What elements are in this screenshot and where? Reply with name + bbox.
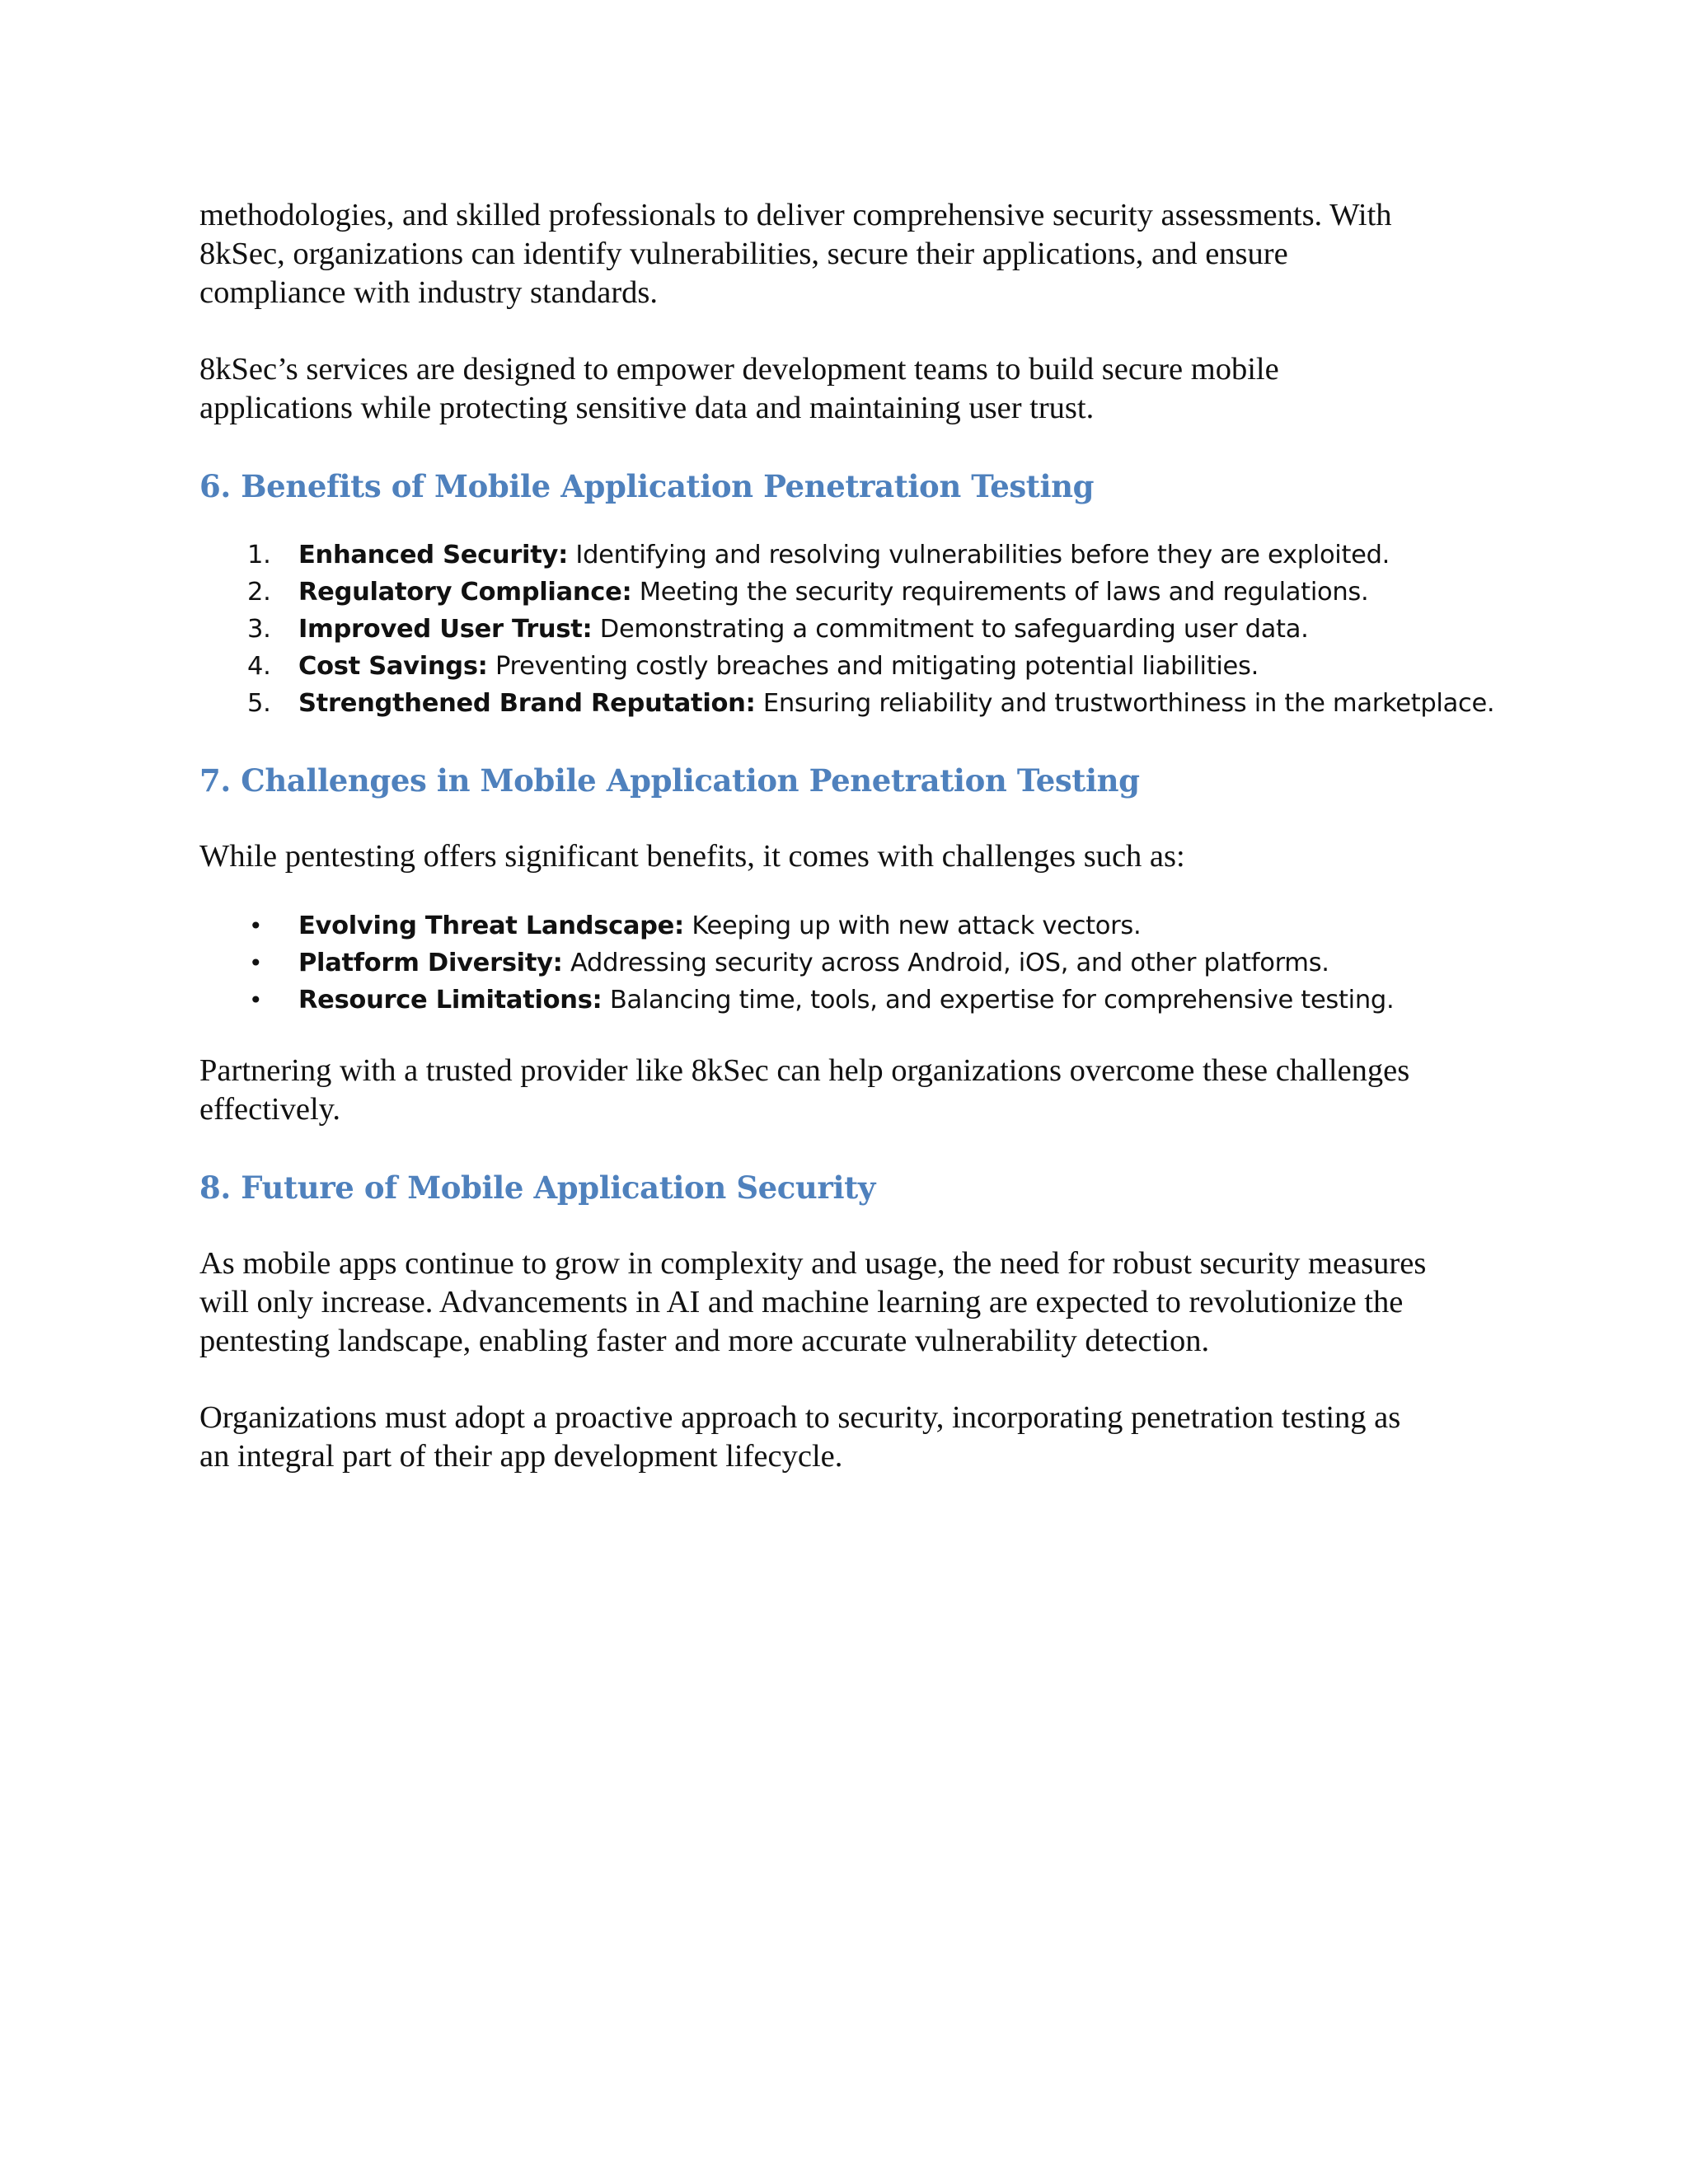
list-item-term: Platform Diversity: (298, 949, 563, 977)
future-heading: 8. Future of Mobile Application Security (199, 1169, 875, 1206)
list-number: 4. (247, 652, 271, 681)
list-item-text: Identifying and resolving vulnerabilities before they are exploited. (567, 541, 1390, 569)
list-item (199, 537, 1502, 574)
list-item-text: Preventing costly breaches and mitigating potential liabilities. (487, 652, 1259, 681)
list-number: 2. (247, 578, 271, 607)
list-item-term: Enhanced Security: (298, 541, 568, 569)
bullet-icon: • (249, 987, 263, 1014)
list-item-term: Regulatory Compliance: (298, 578, 632, 607)
future-paragraph-1: As mobile apps continue to grow in complexity and usage, the need for robust security measures will only increase. Advancements in AI and machine learning are expected to revolutionize the pentesting landscape, enabling faster and more accurate vulnerability detection. (199, 1246, 1427, 1358)
intro-paragraph: methodologies, and skilled professionals to deliver comprehensive security assessments. With 8kSec, organizations can identify vulnerabilities, secure their applications, and ensure compliance with industry standards. (199, 198, 1392, 310)
list-item-term: Resource Limitations: (298, 986, 603, 1015)
list-item-text: Addressing security across Android, iOS, and other platforms. (562, 949, 1329, 977)
page-content (199, 196, 1502, 1476)
list-item (199, 944, 1502, 982)
challenges-intro-paragraph: While pentesting offers significant benefits, it comes with challenges such as: (199, 839, 1185, 874)
list-number: 1. (247, 541, 271, 569)
list-item (199, 685, 1502, 722)
list-item (199, 907, 1502, 944)
future-paragraph-2: Organizations must adopt a proactive approach to security, incorporating penetration testing as an integral part of their app development lifecycle. (199, 1400, 1401, 1474)
bullet-icon: • (249, 949, 263, 977)
list-item-text: Keeping up with new attack vectors. (683, 912, 1142, 940)
bullet-icon: • (249, 912, 263, 940)
list-item-term: Strengthened Brand Reputation: (298, 689, 756, 718)
benefits-heading: 6. Benefits of Mobile Application Penetration Testing (199, 468, 1095, 504)
list-item-text: Meeting the security requirements of laws and regulations. (631, 578, 1369, 607)
list-item-term: Cost Savings: (298, 652, 488, 681)
list-number: 3. (247, 615, 271, 644)
challenges-list (199, 907, 1502, 1019)
list-item-text: Balancing time, tools, and expertise for comprehensive testing. (602, 986, 1395, 1015)
services-paragraph: 8kSec’s services are designed to empower development teams to build secure mobile applications while protecting sensitive data and maintaining user trust. (199, 352, 1279, 425)
list-item (199, 982, 1502, 1019)
list-item-text: Ensuring reliability and trustworthiness in the marketplace. (755, 689, 1495, 718)
list-item (199, 611, 1502, 648)
list-item-text: Demonstrating a commitment to safeguarding user data. (592, 615, 1309, 644)
benefits-list (199, 537, 1502, 722)
list-item-term: Improved User Trust: (298, 615, 593, 644)
list-number: 5. (247, 689, 271, 718)
list-item (199, 574, 1502, 611)
list-item (199, 648, 1502, 685)
partnering-paragraph: Partnering with a trusted provider like 8kSec can help organizations overcome these challenges effectively. (199, 1053, 1410, 1127)
challenges-heading: 7. Challenges in Mobile Application Penetration Testing (199, 762, 1140, 799)
list-item-term: Evolving Threat Landscape: (298, 912, 684, 940)
